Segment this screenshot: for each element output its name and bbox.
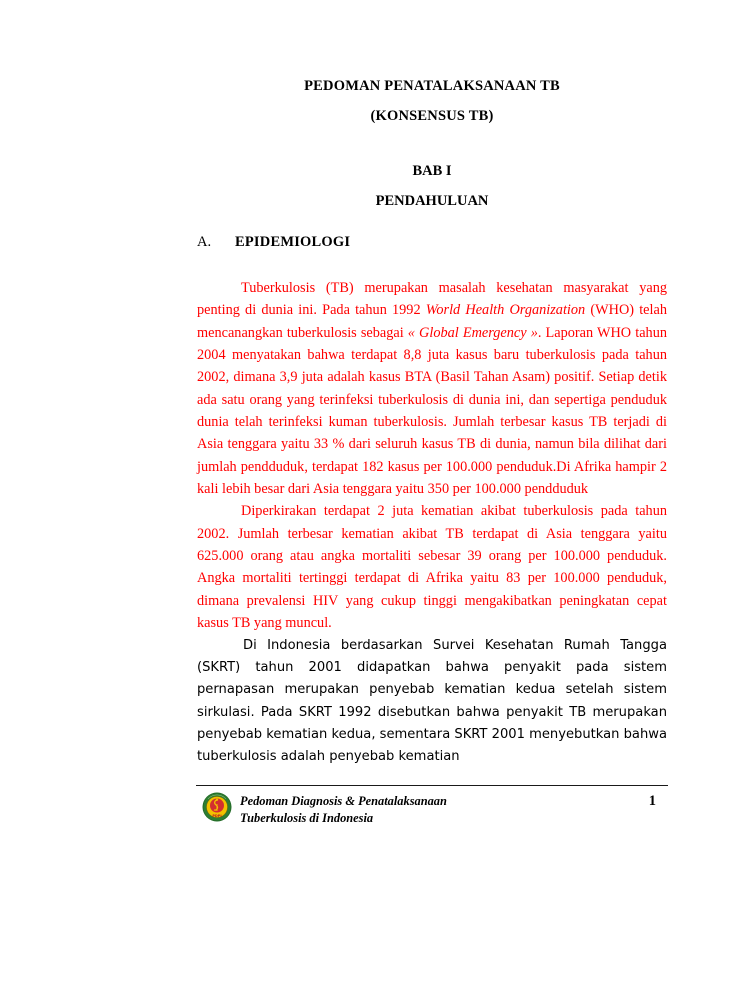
pdpi-logo-icon — [202, 792, 232, 822]
chapter-label: BAB I — [412, 163, 452, 179]
page-footer — [196, 791, 668, 835]
para1-segment-3: (WHO) telah mencanangkan tuberkulosis sebagai — [197, 302, 667, 341]
page-subtitle: (KONSENSUS TB) — [370, 108, 494, 124]
chapter-heading-block — [196, 159, 668, 213]
footer-title — [240, 793, 590, 826]
paragraph-epidemiology-1 — [197, 277, 667, 500]
para1-segment-1: Tuberkulosis (TB) merupakan masalah kesehatan masyarakat yang penting di dunia ini. Pada tahun 1992 — [197, 280, 667, 319]
footer-title-line2: Tuberkulosis di Indonesia — [240, 810, 374, 825]
body-text-container — [197, 277, 667, 769]
page-number: 1 — [648, 793, 656, 809]
footer-title-line1: Pedoman Diagnosis & Penatalaksanaan — [240, 794, 447, 808]
section-letter: A. — [197, 234, 212, 250]
section-heading — [197, 233, 667, 251]
footer-divider — [196, 785, 668, 786]
section-title: EPIDEMIOLOGI — [235, 234, 351, 250]
paragraph-epidemiology-3: Di Indonesia berdasarkan Survei Kesehatan Rumah Tangga (SKRT) tahun 2001 didapatkan bahwa penyakit pada sistem pernapasan merupakan penyebab kematian kedua setelah sistem sirkulasi. Pada SKRT 1992 disebutkan bahwa penyakit TB merupakan penyebab kematian kedua, sementara SKRT 2001 menyebutkan bahwa tuberkulosis adalah penyebab kematian — [197, 637, 667, 765]
page-title: PEDOMAN PENATALAKSANAAN TB — [304, 78, 560, 94]
para1-segment-5: . Laporan WHO tahun 2004 menyatakan bahwa terdapat 8,8 juta kasus baru tuberkulosis pada tahun 2002, dimana 3,9 juta adalah kasus BTA (Basil Tahan Asam) positif. Setiap detik ada satu orang yang terinfeksi tuberkulosis di dunia ini, dan sepertiga penduduk dunia telah terinfeksi kuman tuberkulosis. Jumlah terbesar kasus TB terjadi di Asia tenggara yaitu 33 % dari seluruh kasus TB di dunia, namun bila dilihat dari jumlah pendduduk, terdapat 182 kasus per 100.000 penduduk.Di Afrika hampir 2 kali lebih besar dari Asia tenggara yaitu 350 per 100.000 pendduduk — [197, 324, 667, 498]
paragraph-epidemiology-2: Diperkirakan terdapat 2 juta kematian akibat tuberkulosis pada tahun 2002. Jumlah terbesar kematian akibat TB terdapat di Asia tenggara yaitu 625.000 orang atau angka mortaliti sebesar 39 orang per 100.000 penduduk. Angka mortaliti tertinggi terdapat di Afrika yaitu 83 per 100.000 penduduk, dimana prevalensi HIV yang cukup tinggi mengakibatkan peningkatan cepat kasus TB yang muncul. — [197, 503, 667, 632]
para1-global-emergency-italic: « Global Emergency » — [407, 324, 538, 341]
para1-who-italic: World Health Organization — [425, 302, 586, 319]
chapter-name: PENDAHULUAN — [375, 193, 489, 209]
document-title-block — [196, 74, 668, 128]
svg-text:PDPI: PDPI — [212, 814, 222, 818]
